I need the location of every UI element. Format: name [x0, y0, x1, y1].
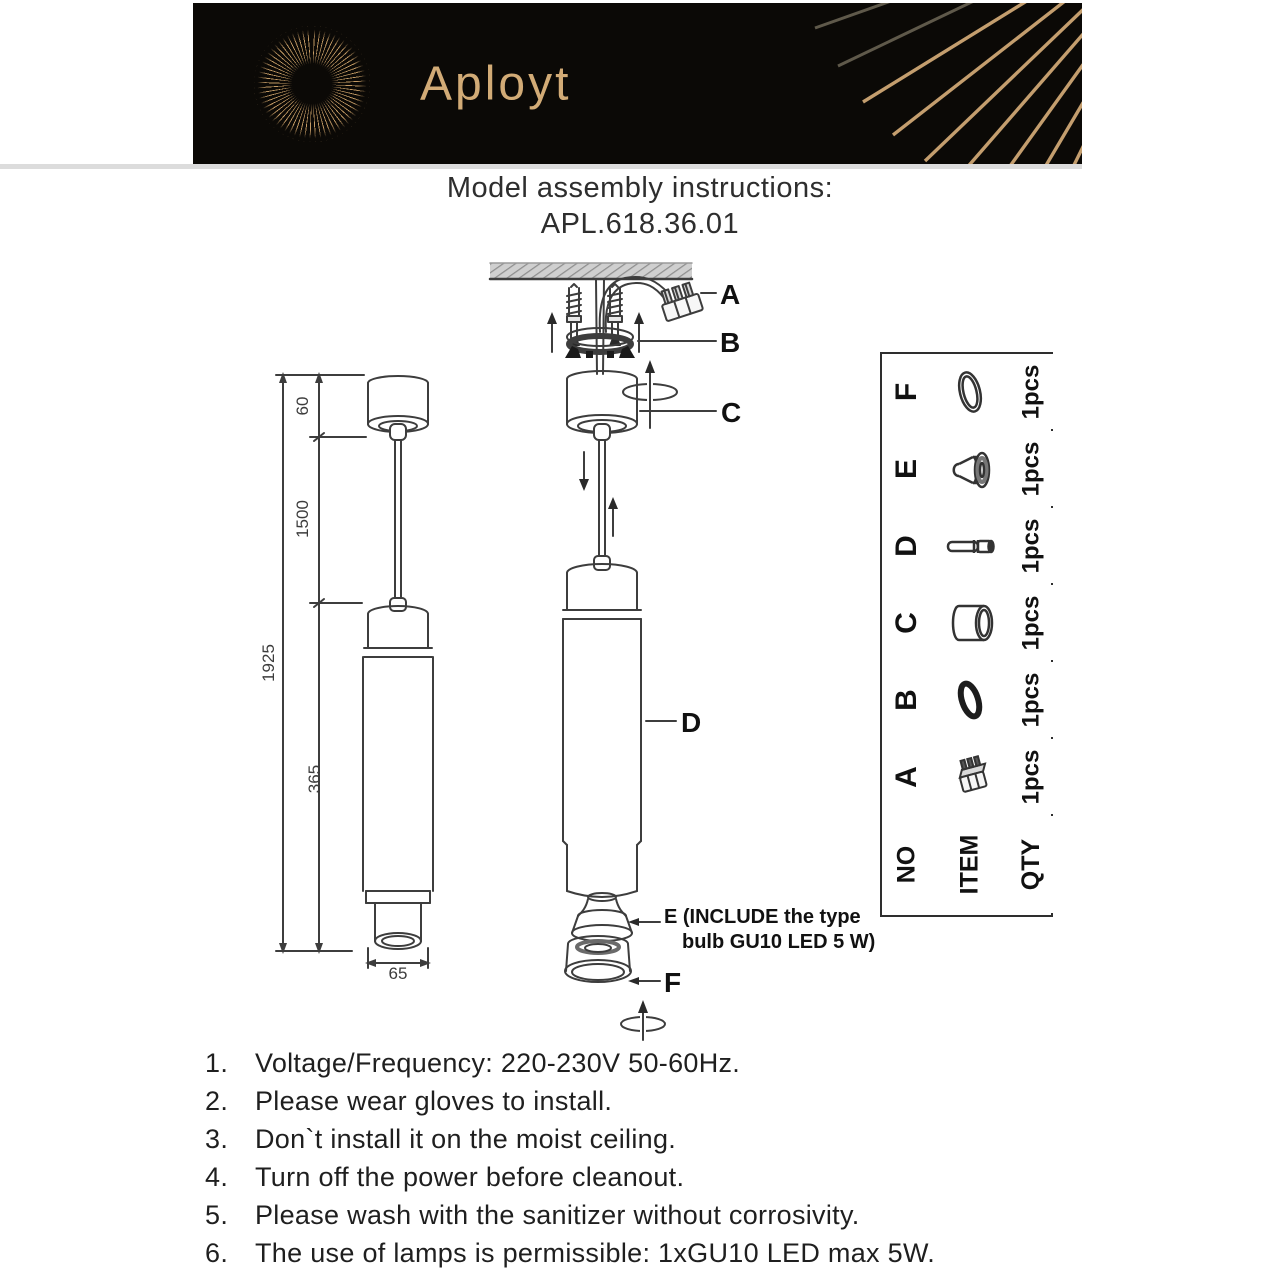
instruction-number: 6.: [205, 1238, 229, 1268]
table-cell-qty: [1008, 585, 1055, 660]
part-no: A: [889, 765, 923, 788]
label-b: B: [720, 327, 741, 358]
anchor-screw-right: [608, 284, 622, 346]
instruction-number: 3.: [205, 1124, 229, 1154]
canopy-cylinder-icon: [938, 591, 1002, 655]
instruction-item: [205, 1162, 935, 1200]
up-arrow-right: [634, 312, 644, 352]
table-cell-qty: [1008, 508, 1055, 583]
header-qty-label: QTY: [1017, 838, 1045, 891]
table-header-item: [934, 816, 1006, 913]
instruction-number: 1.: [205, 1048, 229, 1078]
label-a: A: [720, 279, 741, 310]
table-cell-item: [934, 662, 1006, 737]
label-e-line2: bulb GU10 LED 5 W): [682, 931, 876, 953]
instruction-number: 2.: [205, 1086, 229, 1116]
instruction-item: [205, 1200, 935, 1238]
table-cell-item: [934, 508, 1006, 583]
instruction-text: Please wash with the sanitizer without corrosivity.: [255, 1200, 860, 1230]
wire-connector-icon: [938, 745, 1002, 809]
instruction-item: [205, 1086, 935, 1124]
page-title: Model assembly instructions:: [446, 172, 834, 204]
wire-connector: [658, 281, 703, 321]
table-cell-item: [934, 431, 1006, 506]
instruction-item: [205, 1238, 935, 1276]
down-arrow-cord: [579, 452, 589, 491]
bulb-gu10: [572, 893, 632, 941]
connector-rod-icon: [938, 514, 1002, 578]
part-no: E: [889, 458, 923, 479]
instruction-number: 4.: [205, 1162, 229, 1192]
gu10-bulb-icon: [938, 437, 1002, 501]
instructions-list: [205, 1048, 935, 1276]
part-no: F: [889, 382, 923, 401]
part-no: B: [889, 688, 923, 711]
table-header-no: [882, 816, 932, 913]
part-qty: 1pcs: [1017, 518, 1045, 573]
table-cell-item: [934, 585, 1006, 660]
table-cell-no: [882, 585, 932, 660]
dimension-drawing: [276, 372, 433, 968]
instruction-text: Please wear gloves to install.: [255, 1086, 613, 1116]
table-cell-qty: [1008, 739, 1055, 814]
instruction-text: Turn off the power before cleanout.: [255, 1162, 685, 1192]
ceiling: [490, 263, 692, 279]
label-c: C: [721, 397, 742, 428]
mounting-ring: [565, 328, 635, 358]
canopy: [567, 371, 637, 440]
instruction-text: Don`t install it on the moist ceiling.: [255, 1124, 677, 1154]
table-cell-item: [934, 739, 1006, 814]
leader-lines: [628, 293, 716, 985]
part-no: D: [889, 534, 923, 557]
part-qty: 1pcs: [1017, 749, 1045, 804]
rotation-arrow-canopy: [623, 360, 677, 428]
parts-table: [880, 352, 1053, 917]
instruction-text: The use of lamps is permissible: 1xGU10 LED max 5W.: [255, 1238, 936, 1268]
label-e-note: [664, 905, 875, 955]
banner-underline: [0, 164, 1082, 169]
instruction-item: [205, 1124, 935, 1162]
label-d: D: [681, 707, 702, 738]
starburst-icon: [254, 26, 370, 142]
model-code: APL.618.36.01: [540, 208, 740, 240]
table-cell-no: [882, 662, 932, 737]
instruction-number: 5.: [205, 1200, 229, 1230]
table-header-qty: [1008, 816, 1055, 913]
part-qty: 1pcs: [1017, 595, 1045, 650]
anchor-screw-left: [567, 284, 581, 346]
banner-rays-decoration: [662, 3, 1082, 164]
instruction-text: Voltage/Frequency: 220-230V 50-60Hz.: [255, 1048, 741, 1078]
dim-total-height: 1925: [259, 644, 278, 682]
lamp-body: [563, 556, 641, 897]
part-no: C: [889, 611, 923, 634]
table-cell-qty: [1008, 431, 1055, 506]
up-arrow-left: [547, 312, 557, 352]
header-item-label: ITEM: [955, 834, 984, 895]
rotation-arrow-bottom: [621, 1000, 665, 1040]
table-cell-qty: [1008, 354, 1055, 429]
table-cell-no: [882, 431, 932, 506]
up-arrow-cord: [608, 497, 618, 536]
dim-diameter: 65: [388, 964, 408, 983]
table-cell-item: [934, 354, 1006, 429]
part-qty: 1pcs: [1017, 672, 1045, 727]
dim-body-height: 365: [305, 764, 324, 794]
label-f: F: [664, 967, 682, 998]
header-no-label: NO: [892, 845, 921, 884]
table-cell-no: [882, 508, 932, 583]
part-qty: 1pcs: [1017, 364, 1045, 419]
dim-canopy-height: 60: [293, 396, 312, 416]
label-e-line1: E (INCLUDE the type: [664, 906, 861, 928]
instruction-item: [205, 1048, 935, 1086]
table-cell-qty: [1008, 662, 1055, 737]
glass-ring-icon: [938, 360, 1002, 424]
table-cell-no: [882, 739, 932, 814]
dim-cord-length: 1500: [293, 500, 312, 538]
table-cell-no: [882, 354, 932, 429]
brand-banner: [193, 3, 1082, 164]
supply-wires: [600, 277, 668, 332]
part-qty: 1pcs: [1017, 441, 1045, 496]
brand-name: Aployt: [420, 57, 572, 110]
glass-ring: [565, 936, 631, 982]
mounting-ring-icon: [938, 668, 1002, 732]
